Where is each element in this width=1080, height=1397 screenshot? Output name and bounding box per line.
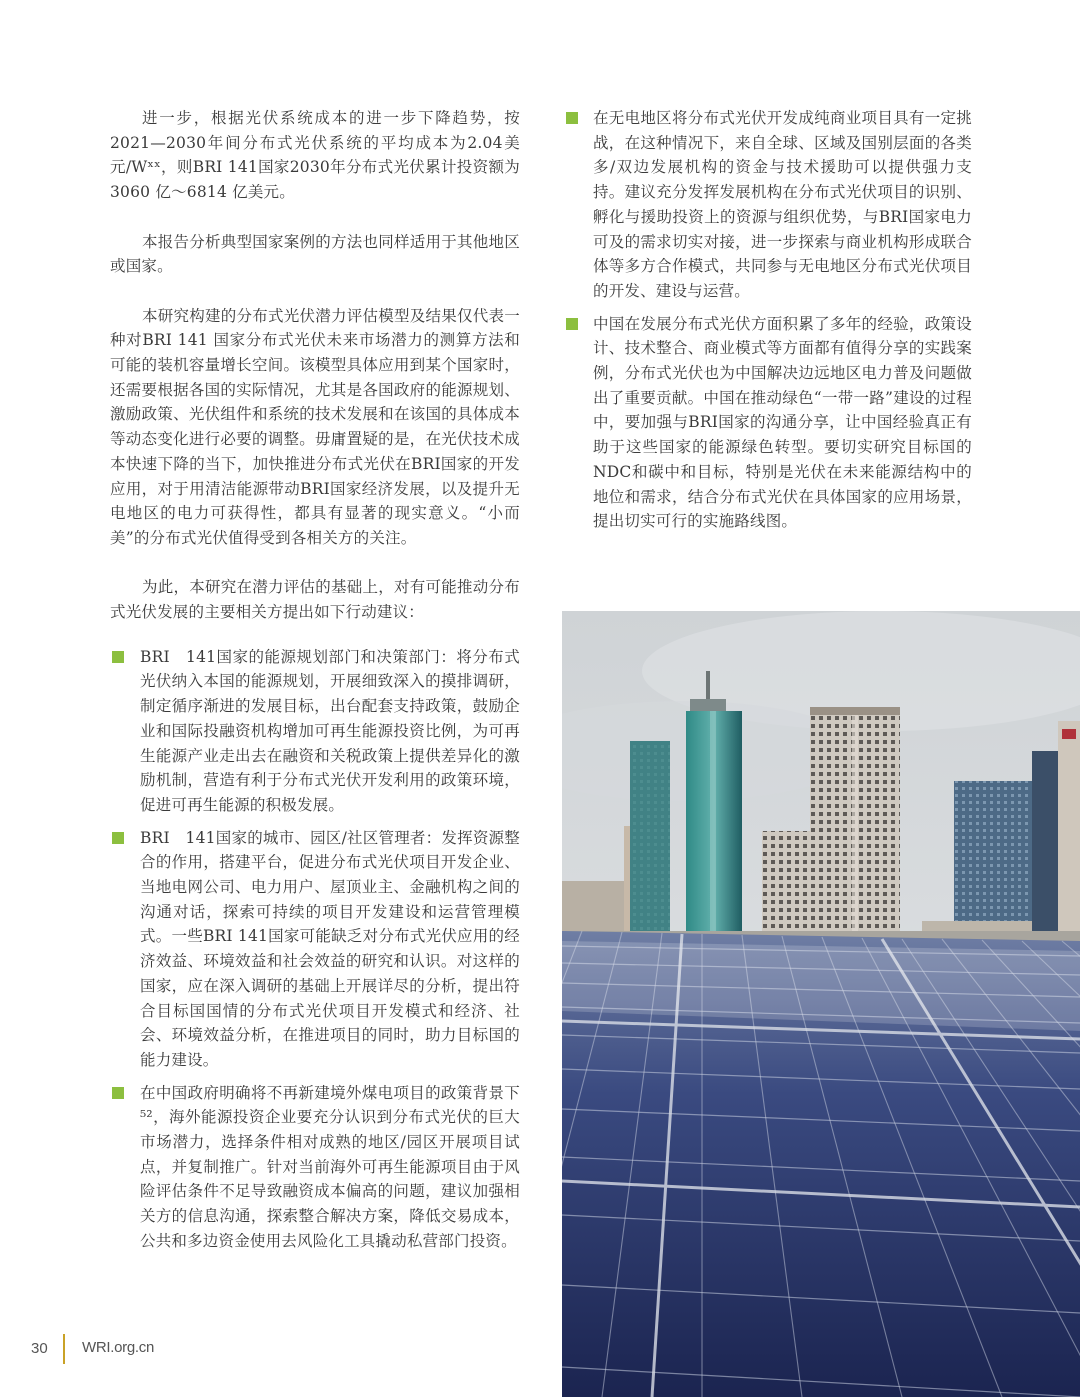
left-column bbox=[110, 106, 520, 1262]
bullet-item bbox=[110, 1081, 520, 1254]
bullet-text: 在中国政府明确将不再新建境外煤电项目的政策背景下⁵²，海外能源投资企业要充分认识到分布式光伏的巨大市场潜力，选择条件相对成熟的地区/园区开展项目试点，并复制推广。针对当前海外可再生能源项目由于风险评估条件不足导致融资成本偏高的问题，建议加强相关方的信息沟通，探索整合解决方案，降低交易成本，公共和多边资金使用去风险化工具撬动私营部门投资。 bbox=[140, 1083, 520, 1250]
solar-panels-city-photo bbox=[562, 611, 1080, 1397]
bullet-item bbox=[110, 826, 520, 1073]
bullet-item bbox=[566, 106, 972, 304]
page-footer bbox=[0, 1330, 560, 1370]
bullet-item bbox=[566, 312, 972, 534]
right-column bbox=[566, 106, 972, 542]
bullet-item bbox=[110, 645, 520, 818]
bullet-square-icon bbox=[566, 318, 578, 330]
bullet-square-icon bbox=[112, 651, 124, 663]
paragraph-recommendations-intro: 为此，本研究在潜力评估的基础上，对有可能推动分布式光伏发展的主要相关方提出如下行动建议： bbox=[110, 578, 520, 622]
bullet-text: 在无电地区将分布式光伏开发成纯商业项目具有一定挑战，在这种情况下，来自全球、区域及国别层面的各类多/双边发展机构的资金与技术援助可以提供强力支持。建议充分发挥发展机构在分布式光伏项目的识别、孵化与援助投资上的资源与组织优势，与BRI国家电力可及的需求切实对接，进一步探索与商业机构形成联合体等多方合作模式，共同参与无电地区分布式光伏项目的开发、建设与运营。 bbox=[593, 109, 972, 300]
paragraph-method: 本报告分析典型国家案例的方法也同样适用于其他地区或国家。 bbox=[110, 232, 520, 276]
bullet-square-icon bbox=[112, 1087, 124, 1099]
bullet-text: BRI 141国家的城市、园区/社区管理者：发挥资源整合的作用，搭建平台，促进分布式光伏项目开发企业、当地电网公司、电力用户、屋顶业主、金融机构之间的沟通对话，探索可持续的项目开发建设和运营管理模式。一些BRI 141国家可能缺乏对分布式光伏应用的经济效益、环境效益和社会效益的研究和认识。对这样的国家，应在深入调研的基础上开展详尽的分析，提出符合目标国国情的分布式光伏项目开发模式和经济、社会、环境效益分析，在推进项目的同时，助力目标国的能力建设。 bbox=[140, 828, 520, 1069]
site-link[interactable]: WRI.org.cn bbox=[82, 1339, 155, 1356]
bullet-text: 中国在发展分布式光伏方面积累了多年的经验，政策设计、技术整合、商业模式等方面都有值得分享的实践案例，分布式光伏也为中国解决边远地区电力普及问题做出了重要贡献。中国在推动绿色“一带一路”建设的过程中，要加强与BRI国家的沟通分享，让中国经验真正有助于这些国家的能源绿色转型。要切实研究目标国的NDC和碳中和目标，特别是光伏在未来能源结构中的地位和需求，结合分布式光伏在具体国家的应用场景，提出切实可行的实施路线图。 bbox=[593, 314, 972, 531]
bullet-text: BRI 141国家的能源规划部门和决策部门：将分布式光伏纳入本国的能源规划，开展细致深入的摸排调研，制定循序渐进的发展目标，出台配套支持政策，鼓励企业和国际投融资机构增加可再生能源投资比例，为可再生能源产业走出去在融资和关税政策上提供差异化的激励机制，营造有利于分布式光伏开发利用的政策环境，促进可再生能源的积极发展。 bbox=[140, 647, 520, 814]
footer-divider bbox=[63, 1334, 65, 1364]
page-number: 30 bbox=[31, 1340, 48, 1357]
paragraph-model: 本研究构建的分布式光伏潜力评估模型及结果仅代表一种对BRI 141 国家分布式光伏未来市场潜力的测算方法和可能的装机容量增长空间。该模型具体应用到某个国家时，还需要根据各国的实际情况，尤其是各国政府的能源规划、激励政策、光伏组件和系统的技术发展和在该国的具体成本等动态变化进行必要的调整。毋庸置疑的是，在光伏技术成本快速下降的当下，加快推进分布式光伏在BRI国家的开发应用，对于用清洁能源带动BRI国家经济发展，以及提升无电地区的电力可获得性，都具有显著的现实意义。“小而美”的分布式光伏值得受到各相关方的关注。 bbox=[110, 306, 520, 547]
bullet-square-icon bbox=[566, 112, 578, 124]
bullet-square-icon bbox=[112, 832, 124, 844]
paragraph-investment: 进一步，根据光伏系统成本的进一步下降趋势，按2021—2030年间分布式光伏系统的平均成本为2.04美元/Wˣˣ，则BRI 141国家2030年分布式光伏累计投资额为3060 亿～6814 亿美元。 bbox=[110, 109, 520, 202]
